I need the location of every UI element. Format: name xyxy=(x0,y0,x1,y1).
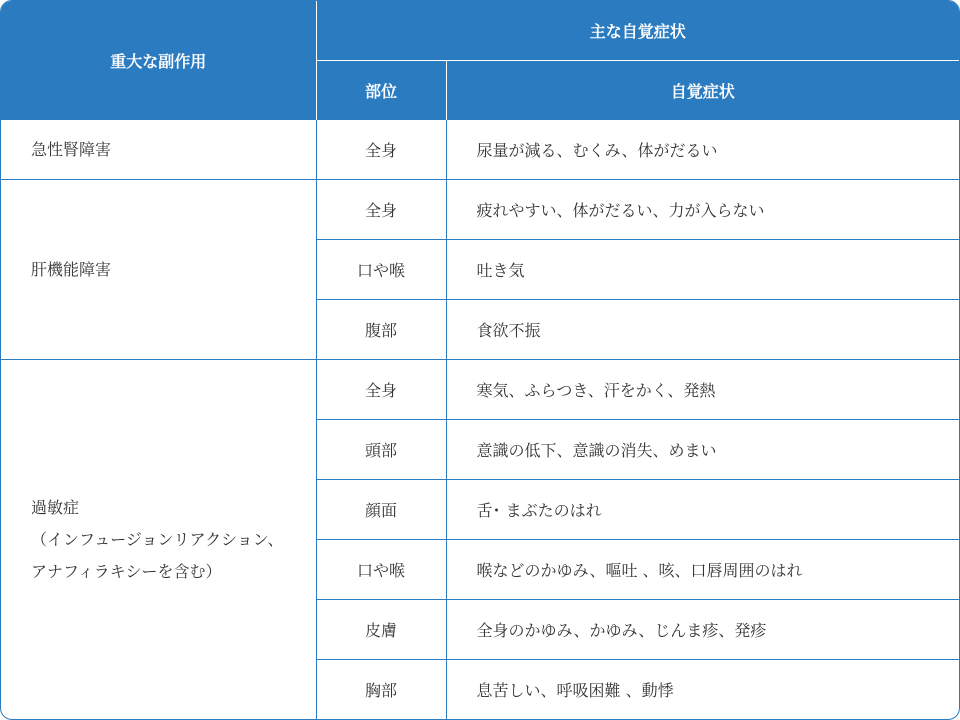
symptoms-cell: 全身のかゆみ、かゆみ、じんま疹、発疹 xyxy=(446,600,959,660)
symptoms-cell: 食欲不振 xyxy=(446,300,959,360)
symptoms-cell: 息苦しい、呼吸困難 、動悸 xyxy=(446,660,959,720)
body-part-cell: 胸部 xyxy=(316,660,446,720)
body-part-cell: 口や喉 xyxy=(316,240,446,300)
body-part-cell: 全身 xyxy=(316,180,446,240)
side-effects-table xyxy=(1,1,959,719)
body-part-cell: 口や喉 xyxy=(316,540,446,600)
table-row xyxy=(1,360,959,420)
body-part-cell: 全身 xyxy=(316,360,446,420)
body-part-cell: 全身 xyxy=(316,120,446,180)
effect-name-line: 過敏症 xyxy=(31,497,80,517)
effect-name: 急性腎障害 xyxy=(31,139,112,159)
effect-name xyxy=(1,360,316,720)
symptoms-cell: 意識の低下、意識の消失、めまい xyxy=(446,420,959,480)
table-row xyxy=(1,120,959,180)
header-body-part: 部位 xyxy=(316,61,446,121)
effect-name-line: （インフュージョンリアクション、 xyxy=(31,529,284,549)
body-part-cell: 腹部 xyxy=(316,300,446,360)
symptoms-cell: 尿量が減る、むくみ、体がだるい xyxy=(446,120,959,180)
symptoms-cell: 吐き気 xyxy=(446,240,959,300)
header-symptoms: 自覚症状 xyxy=(446,61,959,121)
table-row xyxy=(1,180,959,240)
header-main-symptoms: 主な自覚症状 xyxy=(316,1,959,61)
effect-name: 肝機能障害 xyxy=(1,180,316,360)
body-part-cell: 頭部 xyxy=(316,420,446,480)
header-serious-side-effect: 重大な副作用 xyxy=(1,1,316,120)
effect-name-line: アナフィラキシーを含む） xyxy=(31,561,222,581)
symptoms-cell: 舌･ まぶたのはれ xyxy=(446,480,959,540)
symptoms-cell: 喉などのかゆみ、嘔吐 、咳、口唇周囲のはれ xyxy=(446,540,959,600)
symptoms-cell: 寒気、ふらつき、汗をかく、発熱 xyxy=(446,360,959,420)
body-part-cell: 皮膚 xyxy=(316,600,446,660)
body-part-cell: 顔面 xyxy=(316,480,446,540)
symptoms-cell: 疲れやすい、体がだるい、力が入らない xyxy=(446,180,959,240)
